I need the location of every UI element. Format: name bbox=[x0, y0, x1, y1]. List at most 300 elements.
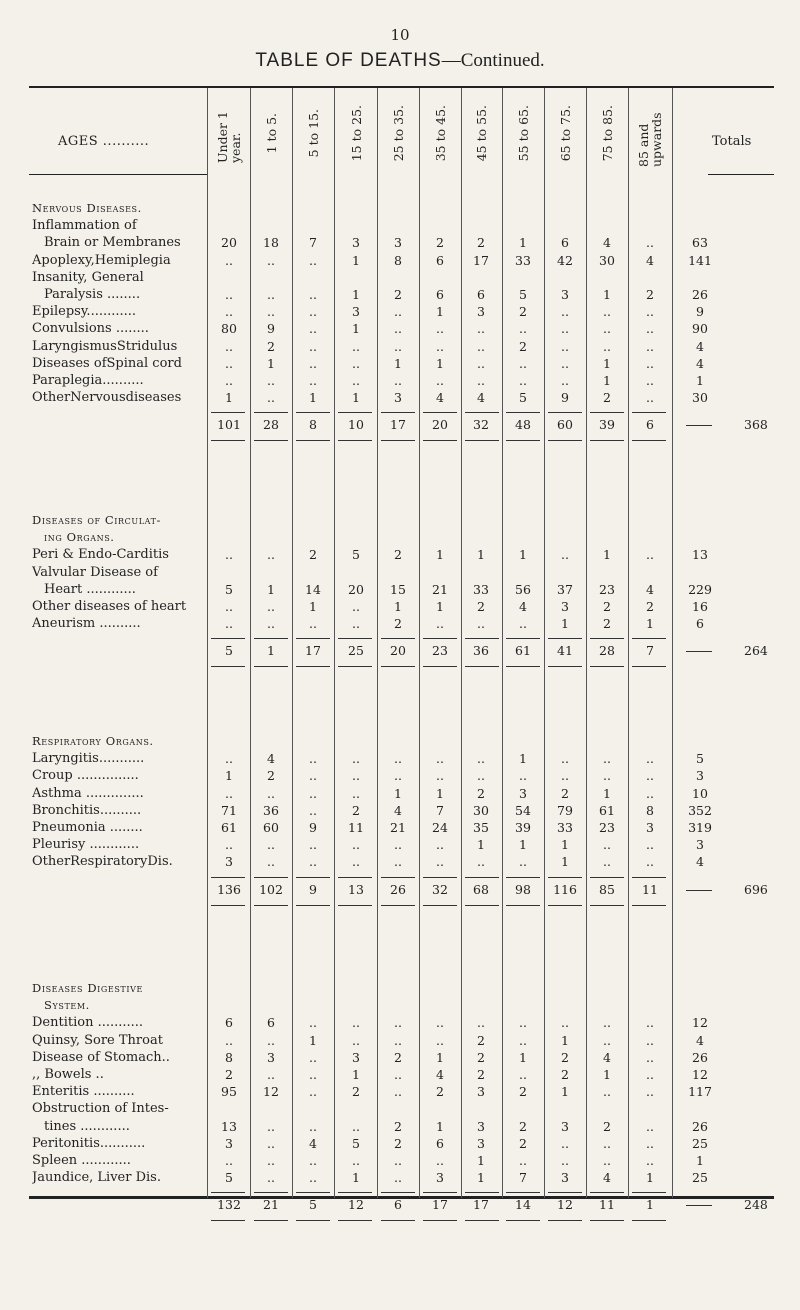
table-cell: 2 bbox=[267, 338, 275, 354]
table-cell: 1 bbox=[436, 547, 444, 563]
table-cell: .. bbox=[309, 768, 317, 784]
row-label: Heart ............ bbox=[44, 581, 136, 597]
table-cell: 2 bbox=[477, 599, 485, 614]
table-cell: .. bbox=[394, 1067, 402, 1082]
subtotal-rule-top bbox=[548, 412, 582, 413]
table-cell: 1 bbox=[519, 235, 527, 251]
row-label: Peritonitis........... bbox=[32, 1135, 146, 1151]
subtotal-rule-top bbox=[506, 877, 540, 878]
table-cell: 1 bbox=[352, 287, 360, 302]
age-column-header bbox=[335, 90, 377, 176]
table-cell: 1 bbox=[603, 547, 611, 563]
table-cell: 3 bbox=[394, 390, 402, 406]
table-cell: 3 bbox=[561, 287, 569, 302]
subtotal-rule-top bbox=[381, 877, 415, 878]
table-cell: .. bbox=[309, 321, 317, 337]
table-cell: .. bbox=[352, 338, 360, 354]
subtotal-rule-top bbox=[211, 638, 245, 639]
title-continued: —Continued. bbox=[441, 50, 545, 71]
subtotal-cell: 1 bbox=[646, 1197, 654, 1213]
table-cell: .. bbox=[646, 1153, 654, 1168]
section-title: ing Organs. bbox=[44, 530, 115, 545]
table-cell: 6 bbox=[477, 287, 485, 302]
age-column-label: 1 to 5. bbox=[263, 112, 279, 154]
subtotal-rule-bottom bbox=[296, 666, 330, 667]
table-cell: .. bbox=[436, 751, 444, 767]
age-column-label: 15 to 25. bbox=[348, 104, 364, 162]
subtotal-rule-top bbox=[338, 412, 372, 413]
table-cell: .. bbox=[267, 1067, 275, 1082]
table-cell: 2 bbox=[519, 304, 527, 320]
table-cell: 1 bbox=[561, 837, 569, 853]
table-cell: 1 bbox=[561, 1032, 569, 1048]
table-cell: .. bbox=[646, 235, 654, 251]
table-cell: 23 bbox=[599, 581, 615, 597]
table-cell: 13 bbox=[692, 547, 708, 563]
subtotal-cell: 48 bbox=[515, 417, 531, 433]
subtotal-rule-top bbox=[506, 412, 540, 413]
table-cell: 60 bbox=[263, 820, 279, 835]
row-label: Laryngitis........... bbox=[32, 751, 145, 767]
table-cell: .. bbox=[561, 1015, 569, 1031]
totals-header: Totals bbox=[712, 134, 752, 149]
table-cell: 1 bbox=[561, 616, 569, 632]
subtotal-rule-top bbox=[381, 412, 415, 413]
table-cell: .. bbox=[603, 751, 611, 767]
table-cell: .. bbox=[646, 321, 654, 337]
table-cell: .. bbox=[225, 837, 233, 853]
subtotal-rule-bottom bbox=[506, 440, 540, 441]
subtotal-rule-bottom bbox=[548, 905, 582, 906]
table-cell: 1 bbox=[519, 837, 527, 853]
table-cell: .. bbox=[352, 785, 360, 801]
subtotal-rule-top bbox=[632, 638, 666, 639]
table-cell: .. bbox=[394, 321, 402, 337]
ages-header: AGES .......... bbox=[58, 134, 150, 149]
subtotal-rule-bottom bbox=[590, 1220, 624, 1221]
subtotal-rule-bottom bbox=[381, 1220, 415, 1221]
table-cell: 1 bbox=[309, 599, 317, 614]
subtotal-rule-bottom bbox=[632, 666, 666, 667]
table-cell: .. bbox=[646, 547, 654, 563]
table-cell: .. bbox=[477, 338, 485, 354]
table-cell: .. bbox=[352, 355, 360, 371]
table-cell: 1 bbox=[696, 1153, 704, 1168]
table-cell: .. bbox=[394, 751, 402, 767]
table-cell: .. bbox=[519, 321, 527, 337]
table-cell: 37 bbox=[557, 581, 573, 597]
subtotal-cell: 20 bbox=[390, 643, 406, 659]
table-cell: 5 bbox=[696, 751, 704, 767]
table-cell: 1 bbox=[477, 1170, 485, 1186]
table-cell: .. bbox=[225, 252, 233, 268]
table-cell: 1 bbox=[519, 1049, 527, 1065]
table-cell: 33 bbox=[557, 820, 573, 835]
subtotal-cell: 13 bbox=[348, 881, 364, 897]
table-cell: .. bbox=[646, 338, 654, 354]
table-cell: 1 bbox=[519, 547, 527, 563]
table-cell: .. bbox=[352, 1153, 360, 1168]
subtotal-cell: 17 bbox=[473, 1197, 489, 1213]
table-cell: .. bbox=[603, 837, 611, 853]
subtotal-rule-bottom bbox=[338, 1220, 372, 1221]
table-cell: .. bbox=[646, 1067, 654, 1082]
table-cell: 23 bbox=[599, 820, 615, 835]
subtotal-rule-top bbox=[254, 412, 288, 413]
table-cell: .. bbox=[309, 854, 317, 870]
table-cell: .. bbox=[561, 1135, 569, 1151]
table-cell: 3 bbox=[696, 837, 704, 853]
table-cell: .. bbox=[477, 854, 485, 870]
subtotal-rule-top bbox=[338, 1192, 372, 1193]
table-cell: 2 bbox=[225, 1067, 233, 1082]
table-cell: .. bbox=[394, 373, 402, 388]
table-cell: 4 bbox=[309, 1135, 317, 1151]
table-cell: .. bbox=[436, 1015, 444, 1031]
table-cell: 1 bbox=[477, 547, 485, 563]
subtotal-cell: 68 bbox=[473, 881, 489, 897]
subtotal-cell: 39 bbox=[599, 417, 615, 433]
table-cell: 15 bbox=[390, 581, 406, 597]
subtotal-rule-top bbox=[29, 638, 204, 639]
header-rule-left bbox=[29, 174, 207, 175]
table-cell: .. bbox=[352, 837, 360, 853]
table-cell: 11 bbox=[348, 820, 364, 835]
table-cell: 95 bbox=[221, 1084, 237, 1100]
row-label: Diseases ofSpinal cord bbox=[32, 355, 182, 371]
table-cell: .. bbox=[561, 338, 569, 354]
table-cell: 6 bbox=[225, 1015, 233, 1031]
subtotal-rule-bottom bbox=[506, 666, 540, 667]
table-cell: .. bbox=[603, 768, 611, 784]
age-column-header bbox=[377, 90, 419, 176]
table-cell: 4 bbox=[696, 854, 704, 870]
table-cell: 14 bbox=[305, 581, 321, 597]
table-cell: 13 bbox=[221, 1118, 237, 1134]
table-cell: 3 bbox=[696, 768, 704, 784]
column-divider bbox=[334, 88, 335, 1198]
table-cell: 12 bbox=[692, 1067, 708, 1082]
table-cell: 1 bbox=[352, 1067, 360, 1082]
subtotal-rule-top bbox=[632, 877, 666, 878]
table-cell: .. bbox=[519, 355, 527, 371]
table-cell: 1 bbox=[603, 785, 611, 801]
table-cell: 7 bbox=[519, 1170, 527, 1186]
table-cell: .. bbox=[561, 304, 569, 320]
table-cell: 9 bbox=[267, 321, 275, 337]
table-cell: .. bbox=[394, 1170, 402, 1186]
total-dash bbox=[686, 425, 712, 426]
row-label: Paralysis ........ bbox=[44, 287, 141, 302]
table-cell: .. bbox=[267, 1118, 275, 1134]
table-cell: .. bbox=[225, 373, 233, 388]
table-cell: 2 bbox=[477, 785, 485, 801]
subtotal-cell: 1 bbox=[267, 643, 275, 659]
row-label: Valvular Disease of bbox=[32, 564, 158, 580]
table-cell: 2 bbox=[519, 1118, 527, 1134]
table-cell: 6 bbox=[436, 287, 444, 302]
table-cell: 3 bbox=[267, 1049, 275, 1065]
table-cell: 80 bbox=[221, 321, 237, 337]
table-cell: 1 bbox=[225, 390, 233, 406]
row-label: Bronchitis.......... bbox=[32, 802, 142, 818]
table-cell: 1 bbox=[436, 599, 444, 614]
table-cell: .. bbox=[309, 837, 317, 853]
table-cell: 1 bbox=[394, 599, 402, 614]
table-cell: .. bbox=[394, 338, 402, 354]
table-cell: .. bbox=[394, 854, 402, 870]
table-cell: 6 bbox=[436, 1135, 444, 1151]
age-column-header bbox=[419, 90, 461, 176]
table-cell: 1 bbox=[352, 1170, 360, 1186]
subtotal-rule-bottom bbox=[423, 1220, 457, 1221]
subtotal-cell: 14 bbox=[515, 1197, 531, 1213]
table-cell: .. bbox=[646, 373, 654, 388]
table-cell: .. bbox=[267, 837, 275, 853]
subtotal-rule-top bbox=[381, 1192, 415, 1193]
subtotal-rule-bottom bbox=[423, 440, 457, 441]
subtotal-rule-top bbox=[465, 638, 499, 639]
table-cell: 7 bbox=[309, 235, 317, 251]
table-cell: 42 bbox=[557, 252, 573, 268]
table-cell: 12 bbox=[263, 1084, 279, 1100]
subtotal-rule-top bbox=[590, 1192, 624, 1193]
subtotal-cell: 32 bbox=[432, 881, 448, 897]
subtotal-rule-bottom bbox=[381, 905, 415, 906]
row-label: OtherNervousdiseases bbox=[32, 390, 182, 406]
table-cell: .. bbox=[436, 338, 444, 354]
subtotal-rule-top bbox=[632, 412, 666, 413]
table-cell: 2 bbox=[477, 235, 485, 251]
row-label: Aneurism .......... bbox=[32, 616, 141, 632]
row-label: Paraplegia.......... bbox=[32, 373, 144, 388]
table-cell: .. bbox=[646, 1135, 654, 1151]
table-cell: 21 bbox=[390, 820, 406, 835]
subtotal-rule-bottom bbox=[381, 440, 415, 441]
table-cell: 61 bbox=[221, 820, 237, 835]
table-cell: .. bbox=[477, 751, 485, 767]
table-cell: .. bbox=[646, 1084, 654, 1100]
subtotal-rule-top bbox=[296, 877, 330, 878]
table-cell: .. bbox=[477, 355, 485, 371]
table-cell: .. bbox=[646, 355, 654, 371]
table-cell: .. bbox=[267, 252, 275, 268]
table-cell: 25 bbox=[692, 1135, 708, 1151]
subtotal-cell: 21 bbox=[263, 1197, 279, 1213]
table-cell: 1 bbox=[603, 373, 611, 388]
table-cell: 16 bbox=[692, 599, 708, 614]
subtotal-rule-top bbox=[590, 412, 624, 413]
table-cell: 1 bbox=[352, 321, 360, 337]
table-cell: 2 bbox=[646, 599, 654, 614]
table-cell: 2 bbox=[603, 616, 611, 632]
table-cell: .. bbox=[225, 547, 233, 563]
subtotal-rule-bottom bbox=[465, 666, 499, 667]
table-cell: .. bbox=[225, 751, 233, 767]
total-dash bbox=[686, 890, 712, 891]
table-cell: 6 bbox=[267, 1015, 275, 1031]
table-cell: 9 bbox=[561, 390, 569, 406]
table-cell: 229 bbox=[688, 581, 712, 597]
table-cell: .. bbox=[394, 1084, 402, 1100]
subtotal-cell: 116 bbox=[553, 881, 577, 897]
subtotal-rule-bottom bbox=[548, 1220, 582, 1221]
table-cell: .. bbox=[309, 785, 317, 801]
table-cell: .. bbox=[603, 854, 611, 870]
table-cell: .. bbox=[309, 1015, 317, 1031]
table-cell: 26 bbox=[692, 1118, 708, 1134]
table-cell: 63 bbox=[692, 235, 708, 251]
table-cell: 90 bbox=[692, 321, 708, 337]
table-cell: .. bbox=[352, 854, 360, 870]
subtotal-rule-top bbox=[423, 638, 457, 639]
table-cell: .. bbox=[394, 1153, 402, 1168]
subtotal-cell: 17 bbox=[432, 1197, 448, 1213]
table-cell: .. bbox=[603, 1135, 611, 1151]
subtotal-cell: 20 bbox=[432, 417, 448, 433]
table-cell: .. bbox=[352, 373, 360, 388]
table-cell: 9 bbox=[696, 304, 704, 320]
subtotal-rule-top bbox=[465, 877, 499, 878]
table-cell: 1 bbox=[436, 304, 444, 320]
table-cell: .. bbox=[352, 599, 360, 614]
age-column-label: 65 to 75. bbox=[557, 104, 573, 162]
table-cell: 4 bbox=[603, 1170, 611, 1186]
table-cell: 30 bbox=[692, 390, 708, 406]
table-cell: 26 bbox=[692, 1049, 708, 1065]
table-cell: 3 bbox=[394, 235, 402, 251]
table-cell: 4 bbox=[477, 390, 485, 406]
age-column-label: 5 to 15. bbox=[305, 108, 321, 158]
total-dash bbox=[686, 651, 712, 652]
subtotal-cell: 28 bbox=[263, 417, 279, 433]
table-cell: .. bbox=[646, 1032, 654, 1048]
subtotal-rule-top bbox=[254, 877, 288, 878]
table-cell: 1 bbox=[603, 287, 611, 302]
table-cell: 10 bbox=[692, 785, 708, 801]
table-cell: 12 bbox=[692, 1015, 708, 1031]
table-cell: .. bbox=[477, 1015, 485, 1031]
table-cell: 1 bbox=[603, 1067, 611, 1082]
table-cell: .. bbox=[603, 321, 611, 337]
table-cell: 1 bbox=[436, 1049, 444, 1065]
table-cell: 1 bbox=[394, 785, 402, 801]
table-cell: 3 bbox=[436, 1170, 444, 1186]
table-cell: .. bbox=[309, 373, 317, 388]
table-cell: 6 bbox=[696, 616, 704, 632]
table-cell: 3 bbox=[352, 235, 360, 251]
table-cell: .. bbox=[352, 616, 360, 632]
subtotal-rule-top bbox=[632, 1192, 666, 1193]
table-cell: 2 bbox=[394, 616, 402, 632]
table-cell: 71 bbox=[221, 802, 237, 818]
subtotal-cell: 32 bbox=[473, 417, 489, 433]
table-cell: .. bbox=[267, 1135, 275, 1151]
table-cell: .. bbox=[225, 338, 233, 354]
title-main: TABLE OF DEATHS bbox=[255, 50, 442, 71]
table-cell: .. bbox=[225, 599, 233, 614]
table-cell: 39 bbox=[515, 820, 531, 835]
table-cell: 1 bbox=[477, 1153, 485, 1168]
table-cell: 2 bbox=[267, 768, 275, 784]
table-cell: 4 bbox=[696, 338, 704, 354]
table-cell: .. bbox=[646, 1049, 654, 1065]
table-cell: .. bbox=[603, 304, 611, 320]
subtotal-cell: 9 bbox=[309, 881, 317, 897]
table-cell: .. bbox=[436, 837, 444, 853]
table-cell: .. bbox=[436, 768, 444, 784]
section-title: Diseases Digestive bbox=[32, 981, 143, 995]
subtotal-rule-bottom bbox=[423, 666, 457, 667]
table-cell: 1 bbox=[352, 390, 360, 406]
row-label: Jaundice, Liver Dis. bbox=[32, 1170, 161, 1186]
table-cell: .. bbox=[225, 616, 233, 632]
subtotal-rule-top bbox=[590, 638, 624, 639]
header-rule-right bbox=[708, 174, 774, 175]
table-cell: .. bbox=[561, 1153, 569, 1168]
table-cell: 20 bbox=[221, 235, 237, 251]
section-grand-total: 248 bbox=[744, 1197, 768, 1213]
age-column-header bbox=[629, 90, 671, 176]
subtotal-rule-bottom bbox=[506, 905, 540, 906]
table-cell: 3 bbox=[352, 304, 360, 320]
age-column-label: 85 and upwards bbox=[636, 112, 664, 167]
table-cell: 35 bbox=[473, 820, 489, 835]
subtotal-cell: 12 bbox=[348, 1197, 364, 1213]
table-cell: 1 bbox=[561, 854, 569, 870]
subtotal-rule-bottom bbox=[590, 905, 624, 906]
table-cell: .. bbox=[352, 768, 360, 784]
row-label: Asthma .............. bbox=[32, 785, 144, 801]
subtotal-rule-bottom bbox=[632, 905, 666, 906]
subtotal-rule-bottom bbox=[254, 666, 288, 667]
table-cell: 8 bbox=[225, 1049, 233, 1065]
table-cell: 1 bbox=[646, 1170, 654, 1186]
table-cell: 1 bbox=[603, 355, 611, 371]
table-cell: .. bbox=[267, 304, 275, 320]
age-column-header bbox=[208, 90, 250, 176]
table-cell: .. bbox=[309, 616, 317, 632]
table-cell: 25 bbox=[692, 1170, 708, 1186]
table-cell: 2 bbox=[603, 1118, 611, 1134]
subtotal-cell: 11 bbox=[599, 1197, 615, 1213]
table-cell: .. bbox=[309, 1084, 317, 1100]
table-cell: 2 bbox=[309, 547, 317, 563]
table-cell: 5 bbox=[225, 581, 233, 597]
table-cell: .. bbox=[267, 547, 275, 563]
row-label: tines ............ bbox=[44, 1118, 130, 1134]
table-cell: .. bbox=[477, 373, 485, 388]
subtotal-cell: 17 bbox=[305, 643, 321, 659]
subtotal-cell: 5 bbox=[309, 1197, 317, 1213]
table-cell: 1 bbox=[309, 1032, 317, 1048]
subtotal-rule-top bbox=[548, 877, 582, 878]
table-cell: 2 bbox=[603, 390, 611, 406]
section-title: Diseases of Circulat- bbox=[32, 513, 162, 527]
table-cell: .. bbox=[436, 373, 444, 388]
table-cell: 61 bbox=[599, 802, 615, 818]
table-cell: 4 bbox=[646, 581, 654, 597]
age-column-label: 35 to 45. bbox=[432, 104, 448, 162]
table-cell: .. bbox=[519, 768, 527, 784]
age-column-header bbox=[544, 90, 586, 176]
row-label: Brain or Membranes bbox=[44, 235, 181, 251]
table-cell: .. bbox=[561, 547, 569, 563]
subtotal-rule-top bbox=[465, 412, 499, 413]
age-column-label: 45 to 55. bbox=[473, 104, 489, 162]
section-title: Nervous Diseases. bbox=[32, 201, 142, 215]
table-cell: 1 bbox=[646, 616, 654, 632]
